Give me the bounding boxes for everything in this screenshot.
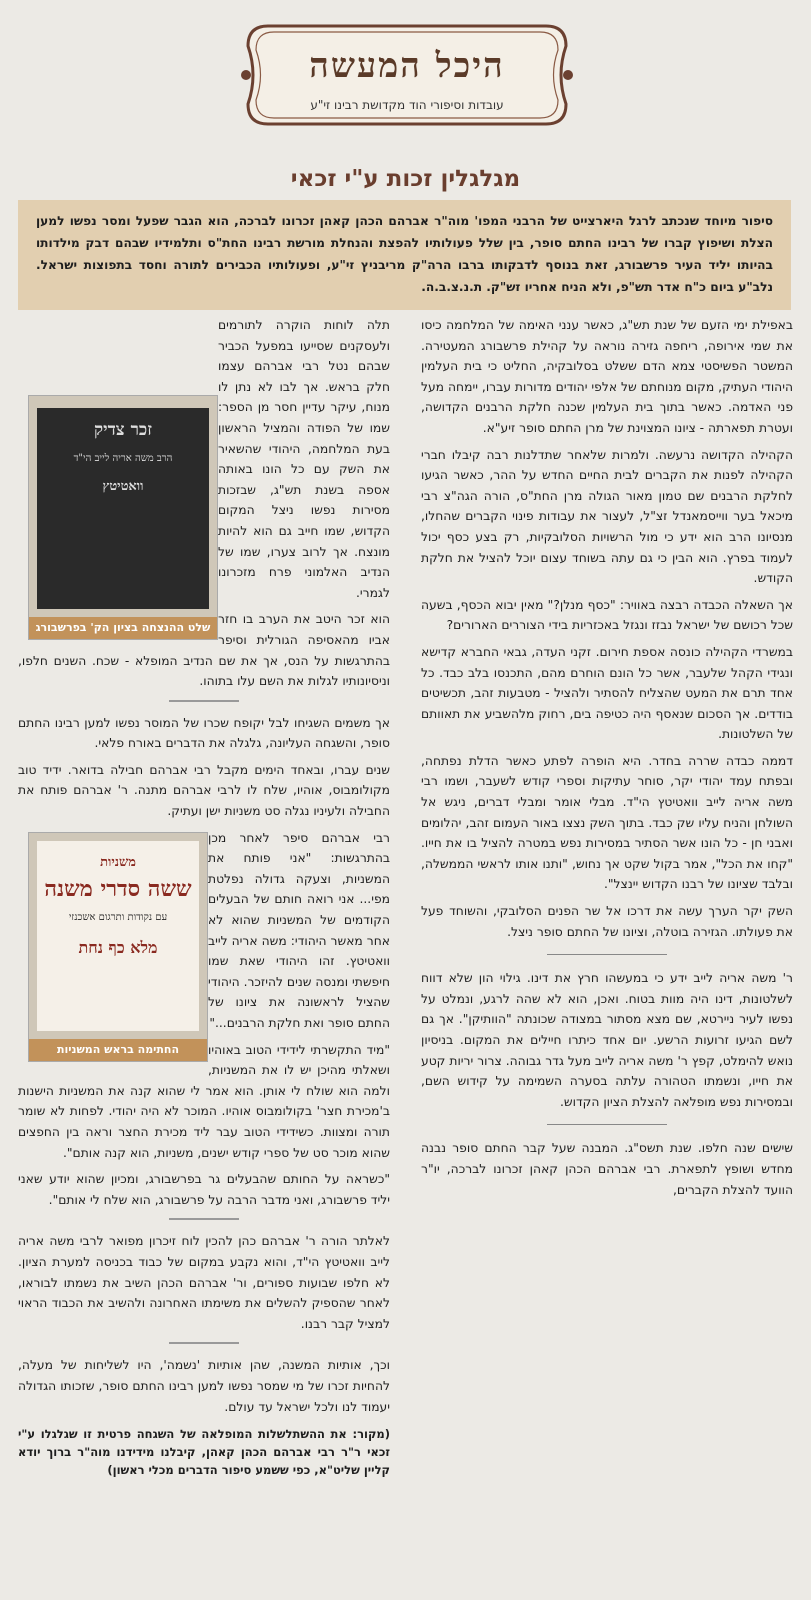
cover-sub: עם נקודות ותרגום אשכנזי — [68, 911, 168, 923]
photo-caption: שלט ההנצחה בציון הק' בפרשבורג — [29, 617, 217, 639]
paragraph: שנים עברו, ובאחד הימים מקבל רבי אברהם חבילה בדואר. ידיד טוב מקולומבוס, אוהיו, שלח לו לרבי אברהם מתנה. ר' אברהם פותח את החבילה ולעיניו נגלה סט משניות ישן ועתיק. — [18, 762, 390, 819]
masthead — [238, 16, 576, 134]
source-note: (מקור: את ההשתלשלות המופלאה של השגחה פרטית זו שגלגלו ע"י זכאי ר"ר רבי אברהם הכהן קאהן, קיבלנו מידידנו מוה"ר ברוך יודא קליין שליט"א, כפי ששמע סיפור הדברים מכלי ראשון) — [18, 1427, 390, 1478]
paragraph: "כשראה על החותם שהבעלים גר בפרשבורג, ומכיון שהוא יודע שאני יליד פרשבורג, ואני מדבר הרבה על פרשבורג, הוא שלח לי אותם". — [18, 1172, 390, 1207]
divider — [547, 1124, 667, 1126]
column-right — [421, 315, 793, 1206]
paragraph: שישים שנה חלפו. שנת תשס"ג. המבנה שעל קבר החתם סופר נבנה מחדש ושופץ לתפארת. רבי אברהם הכהן קאהן זכרונו לברכה, יו"ר הוועד להצלת הקברים, — [421, 1141, 793, 1197]
paragraph: הקהילה הקדושה נרעשה. ולמרות שלאחר שתדלנות רבה קיבלו חברי הקהילה לפנות את הקברים לבית החיים החדש על ההר, כאשר הגיעו לחלקת הרבנים שם טמון מאור הגולה מרן החת"ס, הורה הגה"צ רבי מיכאל בער ווייסמאנדל זצ"ל, לעצור את עבודות פינוי הקברים שהחלו, מנסיונו הרב הוא ידע כי מול הרשויות הסלובקיות, רק בצע כסף יכול לעמוד בפרץ. הוא הבין כי גם עתה בשוחד עצום יוכל להציל את חלקת הקודש. — [421, 447, 793, 586]
plaque-title: זכר צדיק — [94, 420, 152, 440]
cover-name: מלא כף נחת — [78, 938, 158, 958]
paragraph: באפילת ימי הזעם של שנת תש"ג, כאשר ענני האימה של המלחמה כיסו את שמי אירופה, ריחפה גזירה נוראה על קהילת פרשבורג המעטירה. המשטר הפשיסטי צמא הדם ששלט בסלובקיה, החליט כי בית העלמין היהודי העתיק, מקום מנוחתם של אלפי יהודים מדורות עברו, יימחה מעל פני האדמה. כאשר בתוך בית העלמין שכנה חלקת הרבנים הקדושה, ועטרת תפארתה - ציונו המצוינת של מרן החתם סופר זיע"א. — [421, 318, 793, 435]
divider — [169, 700, 239, 703]
paragraph: אך השאלה הכבדה רבצה באוויר: "כסף מנלן?" מאין יבוא הכסף, בשעה שכל רכושם של ישראל נבזז ונגזל באכזריות בידי הצוררים הארורים? — [421, 597, 793, 633]
paragraph: "מיד התקשרתי לידידי הטוב באוהיו ושאלתי מהיכן יש לו את המשניות, ולמה הוא שולח לי אותן. הוא אמר לי שהוא קנה את המשניות הישנות ב'מכירת חצר' בקולומבוס אוהיו. המוכר לא היה יהודי. לפחות לא שומר תורה ומצוות. כשידידי הטוב עבר ליד מכירת החצר וראה בין החפצים שהוא מוכר סט של ספרי קודש ישנים, משניות, הוא קנה אותם". — [18, 1042, 390, 1160]
paragraph: דממה כבדה שררה בחדר. היא הופרה לפתע כאשר הדלת נפתחה, ובפתח עמד יהודי יקר, סוחר עתיקות וספרי קודש לשעבר, ושמו רבי משה אריה לייב וואטיטץ הי"ד. מבלי אומר ומבלי דברים, ניגש אל השולחן והניח עליו שק כבד. בתוך השק נצצו באור העמום זהב, יהלומים ואבני חן - כל הונו אשר הסתיר במסירות נפש במטרה להציל בו את חייו. "קחו את הכל", אמר בקול שקט אך נחוש, "ותנו אותו לראשי הממשלה, ובלבד שציונו של רבנו הקדוש יינצל". — [421, 753, 793, 892]
paragraph: וכך, אותיות המשנה, שהן אותיות 'נשמה', היו לשליחות של מעלה, להחיות זכרו של מי שמסר נפשו למען רבינו החתם סופר, שזכותו הגדולה יעמוד לנו ולכל ישראל עד עולם. — [18, 1358, 390, 1414]
divider — [169, 1342, 239, 1345]
paragraph: השק יקר הערך עשה את דרכו אל שר הפנים הסלובקי, והשוחד פעל את פעולתו. הגזירה בוטלה, וציונו של החתם סופר ניצל. — [421, 904, 793, 939]
masthead-subtitle: עובדות וסיפורי הוד מקדושת רבינו זי"ע — [310, 98, 504, 112]
paragraph: רבי אברהם סיפר לאחר מכן בהתרגשות: "אני פותח את המשניות, וצעקה גדולה נפלטת מפי... אני רואה חותם של הבעלים הקודמים של המשניות שהוא לא אחר מאשר היהודי: משה אריה לייב וואטיטץ. זהו היהודי שאת שמו חיפשתי ומנסה שנים להיזכר. היהודי שהציל לראשונה את ציונו של החתם סופר ואת חלקת הרבנים..." — [208, 830, 390, 1030]
paragraph: הוא זכר היטב את הערב בו חזר אביו מהאסיפה הגורלית וסיפר בהתרגשות על הנס, אך את שם הנדיב המופלא - שכח. השנים חלפו, וניסיונותיו לגלות את השם עלו בתוהו. — [18, 612, 390, 689]
divider — [547, 954, 667, 956]
paragraph: תלה לוחות הוקרה לתורמים ולעסקנים שסייעו במפעל הכביר שבהם נטל רבי אברהם עצמו חלק בראש. אך לבו לא נתן לו מנוח, עיקר עדיין חסר מן הספר: שמו של הפודה והמציל הראשון בעת המלחמה, היהודי שהשאיר את השק עם כל הונו באותה אספה בשנת תש"ג, שבזכות מסירות נפשו ניצל המקום הקדוש, שמו חייב גם הוא להיות מונצח. אך לרוב צערו, שמו של הנדיב האלמוני פרח מזכרונו לגמרי. — [218, 318, 390, 600]
cover-top: משניות — [100, 854, 136, 870]
divider — [169, 1218, 239, 1221]
paragraph: אך משמים השגיחו לבל יקופח שכרו של המוסר נפשו למען רבינו החתם סופר, והשגחה העליונה, גלגלה את הדברים באורח פלאי. — [18, 715, 390, 751]
plaque — [37, 408, 209, 609]
paragraph: במשרדי הקהילה כונסה אספת חירום. זקני העדה, גבאי החברא קדישא ונגידי הקהל שלעבר, אשר כל הונם הוחרם מהם, התכנסו בלב כבד. כל אחד תרם את המעט שהצליח להסתיר ולהציל - מטבעות זהב, תכשיטים בודדים. אך הסכום שנאסף היה כטיפה בים, רחוק מלהשביע את תאוותם של השלטונות. — [421, 644, 793, 742]
plaque-line: וואטיטץ — [102, 479, 144, 495]
cover-title: ששה סדרי משנה — [44, 876, 192, 903]
book-cover — [37, 841, 199, 1031]
plaque-line: הרב משה אריה לייב הי"ד — [73, 452, 173, 464]
column-left — [18, 315, 390, 1479]
article-headline: מגלגלין זכות ע"י זכאי — [290, 166, 521, 192]
memorial-plaque-photo — [28, 395, 218, 640]
photo-caption: החתימה בראש המשניות — [29, 1039, 207, 1061]
intro-box: סיפור מיוחד שנכתב לרגל היארצייט של הרבני המפו' מוה"ר אברהם הכהן קאהן זכרונו לברכה, הוא הגבר שפעל ומסר נפשו למען הצלת ושיפוץ קברו של רבינו החתם סופר, בין שלל פעולותיו להפצת והנחלת מורשת רבינו החת"ס ותלמידיו שבהם דבק מילדותו בהיותו יליד העיר פרשבורג, זאת בנוסף לדבקותו ברבו הרה"ק מריבניץ זי"ע, ופעולותיו הכבירים לתורה וחסד בתפוצות ישראל. נלב"ע ביום כ"ח אדר תש"פ, ולא הניח אחריו זש"ק. ת.נ.צ.ב.ה. — [18, 200, 791, 310]
paragraph: לאלתר הורה ר' אברהם כהן להכין לוח זיכרון מפואר לרבי משה אריה לייב וואטיטץ הי"ד, והוא נקבע במקום של כבוד בכניסה למערת הציון. לא חלפו שבועות ספורים, ור' אברהם הכהן השיב את נשמתו לבוראו, לאחר שהספיק להשלים את משימתו האחרונה ולהשיב את הכבוד הראוי למציל קבר רבנו. — [18, 1234, 390, 1331]
paragraph: ר' משה אריה לייב ידע כי במעשהו חרץ את דינו. גילוי הון שלא דווח לשלטונות, דינו היה מוות בטוח. ואכן, הוא לא שהה לרגע, ונמלט על נפשו לעיר ניירטא, שם מצא מסתור במצודה שכונתה "הוותיקן". אך גם לשם הגיעו זרועות הרשע. יום אחד כיתרו חיילים את המקום. בניסיון נואש להימלט, קפץ ר' משה אריה לייב מעל גדר גבוהה. צרור יריות קטע את חייו, ונשמתו הטהורה עלתה בסערה השמימה על קידוש השם, ובמסירות נפש מופלאה להצלת הציון הקדוש. — [421, 971, 793, 1109]
mishnayos-cover-photo — [28, 832, 208, 1062]
masthead-title: היכל המעשה — [309, 46, 505, 86]
